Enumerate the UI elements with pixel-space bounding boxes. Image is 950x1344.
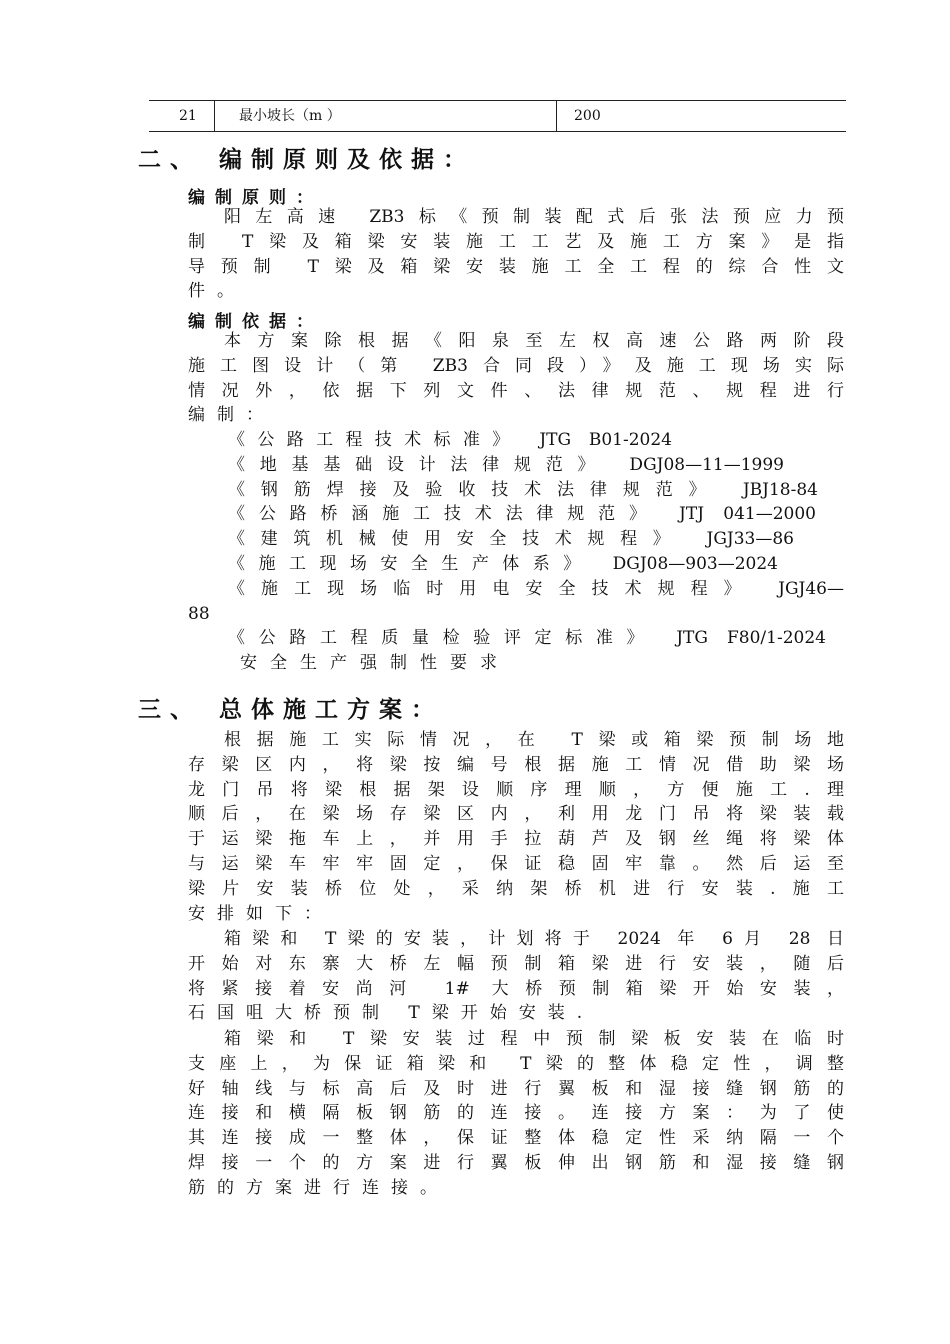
text-line: 将紧接着安尚河 1# 大桥预制箱梁开始安装， [188,978,844,999]
reference-item: 《地基基础设计法律规范》 DGJ08—11—1999 [228,454,784,475]
text-line: 编制： [188,405,275,426]
text-line: 支座上，为保证箱梁和 T梁的整体稳定性，调整 [188,1053,844,1074]
text-line: 龙门吊将梁根据架设顺序理顺，方便施工.理 [188,779,844,800]
text-line: 箱梁和 T梁的安装，计划将于 2024 年 6月 28 日 [224,929,844,949]
text-line: 制 T梁及箱梁安装施工工艺及施工方案》是指 [188,231,844,252]
text-line: 其连接成一整体，保证整体稳定性采纳隔一个 [188,1128,844,1149]
text-line: 安排如下： [188,903,333,924]
text-line: 连接和横隔板钢筋的连接。连接方案：为了使 [188,1103,844,1124]
row-value: 200 [574,108,601,124]
text-line: 本方案除根据《阳泉至左权高速公路两阶段 [224,331,844,351]
text-line: 顺后，在梁场存梁区内，利用龙门吊将梁装载 [188,804,844,825]
reference-item: 安全生产强制性要求 [240,653,510,674]
text-line: 导预制 T梁及箱梁安装施工全工程的综合性文 [188,256,844,277]
text-line: 件。 [188,281,246,302]
reference-item: 《施工现场临时用电安全技术规程》 JGJ46— [228,578,844,599]
principle-title: 编制原则： [188,188,323,208]
reference-item: 《建筑机械使用安全技术规程》 JGJ33—86 [228,529,794,550]
text-line: 梁片安装桥位处，采纳架桥机进行安装.施工 [188,878,844,899]
reference-item: 《公路工程技术标准》 JTG B01-2024 [228,430,672,450]
row-number: 21 [149,101,215,131]
reference-item: 《公路工程质量检验评定标准》 JTG F80/1-2024 [228,628,826,649]
row-item: 最小坡长（m ） [215,101,557,131]
principle-paragraph [188,205,844,304]
text-line: 好轴线与标高后及时进行翼板和湿接缝钢筋的 [188,1078,844,1099]
text-line: 箱梁和 T梁安装过程中预制梁板安装在临时 [224,1029,844,1049]
reference-item: 《施工现场安全生产体系》 DGJ08—903—2024 [228,553,778,574]
text-line: 根据施工实际情况，在 T梁或箱梁预制场地 [224,730,844,750]
basis-title: 编制依据： [188,312,323,332]
basis-paragraph [188,329,844,428]
plan-paragraph-3 [188,1027,844,1201]
text-line: 与运梁车牢牢固定，保证稳固牢靠。然后运至 [188,853,844,874]
reference-item: 《钢筋焊接及验收技术法律规范》 JBJ18-84 [228,479,818,500]
text-line: 阳左高速 ZB3标《预制装配式后张法预应力预 [224,207,844,227]
text-line: 石国咀大桥预制 T梁开始安装. [188,1003,595,1024]
text-line: 开始对东寨大桥左幅预制箱梁进行安装，随后 [188,953,844,974]
text-line: 焊接一个的方案进行翼板伸出钢筋和湿接缝钢 [188,1152,844,1173]
text-line: 施工图设计（第 ZB3合同段）》及施工现场实际 [188,355,844,376]
text-line: 情况外，依据下列文件、法律规范、规程进行 [188,380,844,401]
reference-list [188,428,844,676]
text-line: 筋的方案进行连接。 [188,1177,449,1198]
section3-heading: 三、 总体施工方案： [138,696,444,723]
plan-paragraph-1 [188,728,844,926]
parameter-table-row [149,100,846,132]
reference-item-continuation: 88 [188,603,210,624]
reference-item: 《公路桥涵施工技术法律规范》 JTJ 041—2000 [228,504,816,525]
text-line: 于运梁拖车上，并用手拉葫芦及钢丝绳将梁体 [188,829,844,850]
section2-heading: 二、 编制原则及依据： [138,146,476,173]
text-line: 存梁区内，将梁按编号根据施工情况借助梁场 [188,754,844,775]
plan-paragraph-2 [188,927,844,1026]
